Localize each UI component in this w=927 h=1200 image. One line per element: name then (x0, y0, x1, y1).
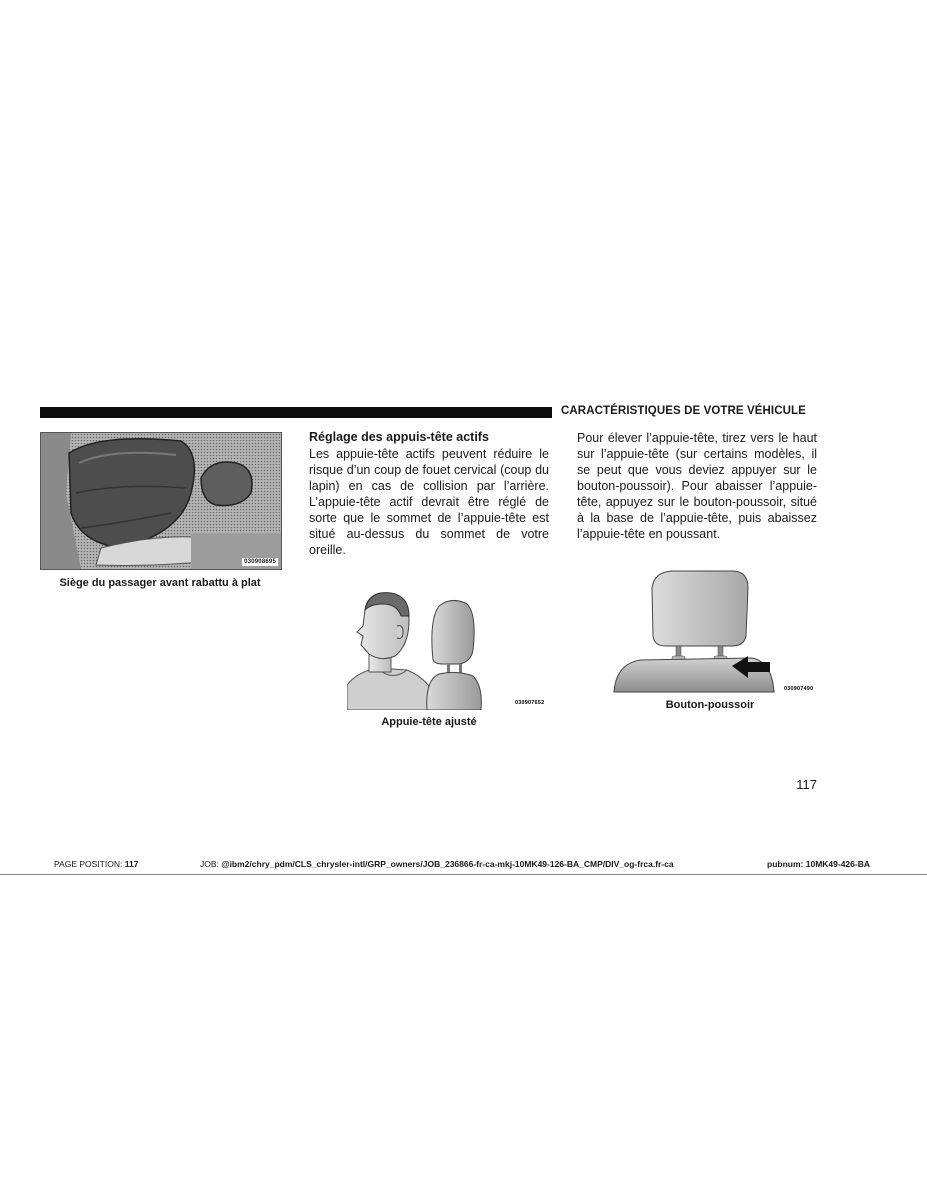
footer-job-value: @ibm2/chry_pdm/CLS_chrysler-intl/GRP_owners/JOB_236866-fr-ca-mkj-10MK49-126-BA_CMP/DIV_og-frca.fr-ca (221, 859, 674, 869)
section-title: CARACTÉRISTIQUES DE VOTRE VÉHICULE (561, 405, 806, 417)
footer-position-value: 117 (124, 859, 139, 869)
footer-job-label: JOB: (200, 859, 219, 869)
seat-folded-photo (40, 432, 282, 570)
footer-pubnum (767, 859, 870, 869)
figure2-code: 030907652 (515, 700, 545, 706)
column3-paragraph: Pour élever l’appuie-tête, tirez vers le haut sur l’appuie-tête (sur certains modèles, il se peut que vous deviez appuyer sur le bouton-poussoir). Pour abaisser l’appuie-tête, appuyez sur le bouton-poussoir, situé à la base de l’appuie-tête, puis abaissez l’appuie-tête en poussant. (577, 431, 817, 541)
figure1-caption: Siège du passager avant rabattu à plat (59, 577, 261, 589)
column2-heading: Réglage des appuis-tête actifs (309, 430, 489, 444)
push-button-illustration (612, 568, 818, 694)
figure3-code: 030907490 (784, 686, 814, 692)
section-rule (40, 407, 552, 418)
head-restraint-adjusted-illustration (347, 590, 547, 710)
photo-code: 030908695 (244, 559, 276, 565)
footer-job (200, 859, 674, 869)
footer-page-position (54, 859, 138, 869)
footer-pubnum-label: pubnum: (767, 859, 804, 869)
figure3-caption: Bouton-poussoir (665, 699, 755, 711)
footer-divider (0, 874, 927, 875)
page-number: 117 (796, 777, 817, 792)
figure2-caption: Appuie-tête ajusté (381, 716, 477, 728)
footer-pubnum-value: 10MK49-426-BA (805, 859, 870, 869)
column2-paragraph: Les appuie-tête actifs peuvent réduire le risque d’un coup de fouet cervical (coup du lapin) en cas de collision par l’arrière. L’appuie-tête actif devrait être réglé de sorte que le sommet de l’appuie-tête est situé au-dessus du sommet de votre oreille. (309, 447, 549, 557)
footer-position-label: PAGE POSITION: (54, 859, 123, 869)
